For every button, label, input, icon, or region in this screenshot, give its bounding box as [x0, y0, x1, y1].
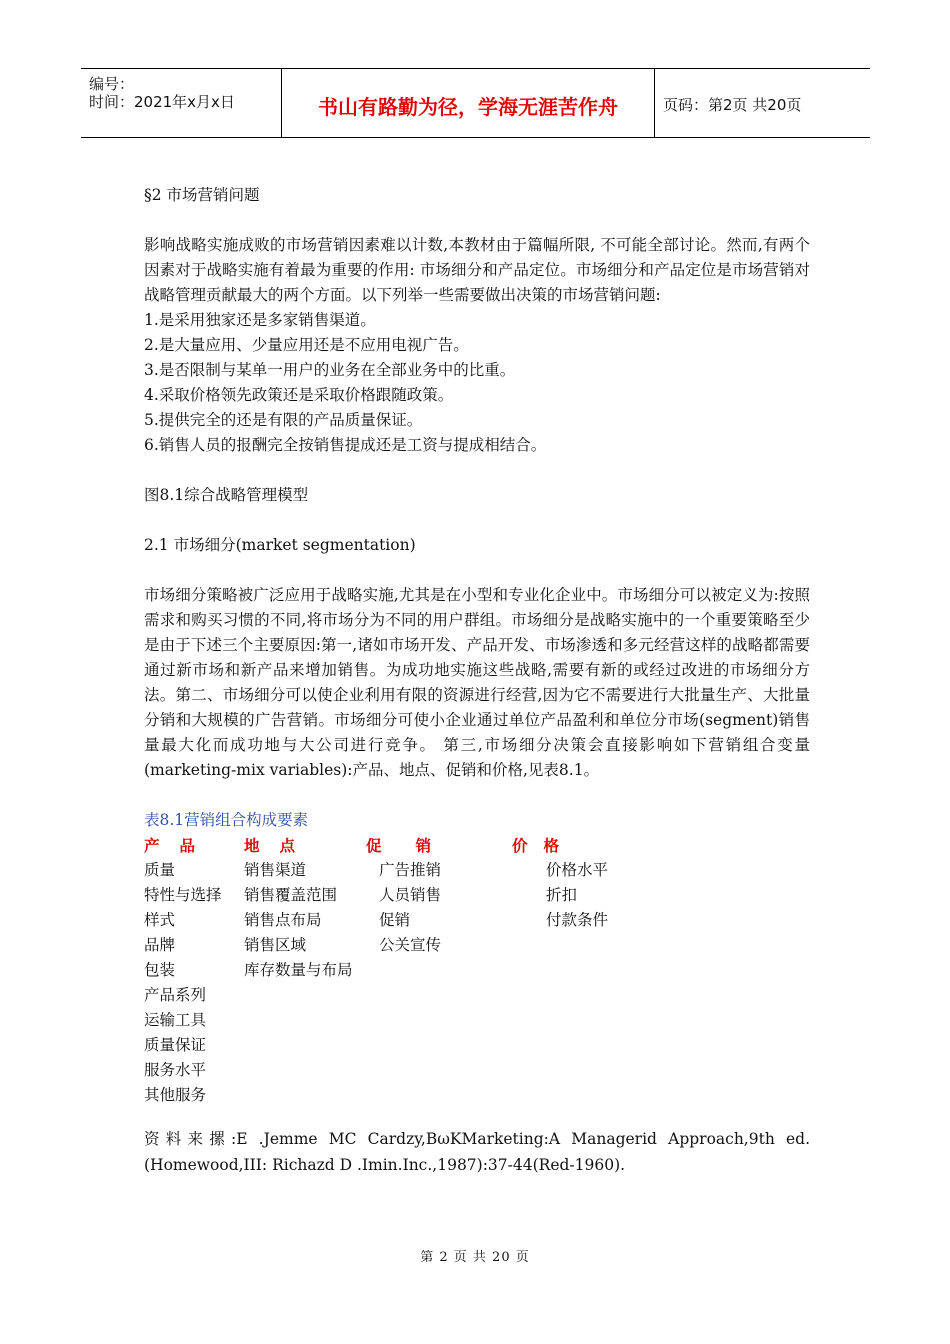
header-motto: 书山有路勤为径，学海无涯苦作舟: [318, 95, 618, 119]
table-cell: 人员销售: [379, 886, 442, 904]
figure-caption: 图8.1综合战略管理模型: [144, 486, 309, 504]
date-line: 时间：2021年x月x日: [89, 93, 235, 111]
table-cell: 销售渠道: [244, 861, 307, 879]
document-body: [144, 183, 810, 1178]
table-cell: 服务水平: [144, 1061, 207, 1079]
serial-label: 编号：: [89, 75, 135, 93]
question-item: 4.采取价格领先政策还是采取价格跟随政策。: [144, 386, 454, 404]
table-cell: 产品系列: [144, 986, 207, 1004]
table-cell: 质量: [144, 861, 176, 879]
table-cell: 销售覆盖范围: [244, 886, 338, 904]
subsection-title: 2.1 市场细分(market segmentation): [144, 536, 416, 554]
table-cell: 特性与选择: [144, 886, 222, 904]
table-cell: 品牌: [144, 936, 176, 954]
question-item: 1.是采用独家还是多家销售渠道。: [144, 311, 376, 329]
question-item: 5.提供完全的还是有限的产品质量保证。: [144, 411, 423, 429]
table-cell: 运输工具: [144, 1011, 207, 1029]
table-header-place: 地点: [244, 836, 316, 855]
page-header: [81, 68, 870, 138]
table-column-promotion: [366, 833, 465, 958]
section-title: §2 市场营销问题: [144, 186, 260, 204]
table-cell: 库存数量与布局: [244, 961, 353, 979]
question-item: 3.是否限制与某单一用户的业务在全部业务中的比重。: [144, 361, 516, 379]
table-header-product: 产品: [144, 836, 216, 855]
table-column-product: [144, 833, 222, 1108]
table-cell: 包装: [144, 961, 176, 979]
table-cell: 付款条件: [546, 911, 609, 929]
header-motto-cell: [282, 69, 655, 137]
question-item: 2.是大量应用、少量应用还是不应用电视广告。: [144, 336, 469, 354]
table-title: 表8.1营销组合构成要素: [144, 811, 309, 829]
header-page-cell: [655, 69, 870, 137]
table-cell: 质量保证: [144, 1036, 207, 1054]
table-column-price: [512, 833, 608, 933]
segmentation-paragraph: 市场细分策略被广泛应用于战略实施,尤其是在小型和专业化企业中。市场细分可以被定义为:按照需求和购买习惯的不同,将市场分为不同的用户群组。市场细分是战略实施中的一个重要策略至少是由于下述三个主要原因:第一,诸如市场开发、产品开发、市场渗透和多元经营这样的战略都需要通过新市场和新产品来增加销售。为成功地实施这些战略,需要有新的或经过改进的市场细分方法。第二、市场细分可以使企业利用有限的资源进行经营,因为它不需要进行大批量生产、大批量分销和大规模的广告营销。市场细分可使小企业通过单位产品盈利和单位分市场(segment)销售量最大化而成功地与大公司进行竞争。 第三,市场细分决策会直接影响如下营销组合变量(marketing-mix variables):产品、地点、促销和价格,见表8.1。: [144, 586, 810, 779]
intro-paragraph: 影响战略实施成败的市场营销因素难以计数,本教材由于篇幅所限, 不可能全部讨论。然而,有两个因素对于战略实施有着最为重要的作用: 市场细分和产品定位。市场细分和产品定位是市场营销对战略管理贡献最大的两个方面。以下列举一些需要做出决策的市场营销问题:: [144, 236, 810, 304]
table-cell: 促销: [379, 911, 411, 929]
table-cell: 销售点布局: [244, 911, 322, 929]
table-cell: 样式: [144, 911, 176, 929]
source-note: 资料来摞:E .Jemme MC Cardzy,BωKMarketing:A Managerid Approach,9th ed.(Homewood,III: Richazd D .Imin.Inc.,1987):37-44(Red-1960).: [144, 1130, 810, 1174]
header-meta-cell: [81, 69, 282, 137]
table-cell: 折扣: [546, 886, 578, 904]
header-page-info: 页码：第2页 共20页: [663, 96, 802, 114]
table-cell: 价格水平: [546, 861, 609, 879]
table-cell: 其他服务: [144, 1086, 207, 1104]
table-header-price: 价格: [512, 836, 576, 855]
table-cell: 公关宣传: [379, 936, 442, 954]
table-column-place: [244, 833, 353, 983]
page-footer: 第 2 页 共 20 页: [420, 1250, 530, 1265]
marketing-mix-table: [144, 833, 810, 1108]
table-header-promotion: 促销: [366, 836, 466, 855]
table-cell: 广告推销: [379, 861, 442, 879]
question-item: 6.销售人员的报酬完全按销售提成还是工资与提成相结合。: [144, 436, 547, 454]
table-cell: 销售区域: [244, 936, 307, 954]
